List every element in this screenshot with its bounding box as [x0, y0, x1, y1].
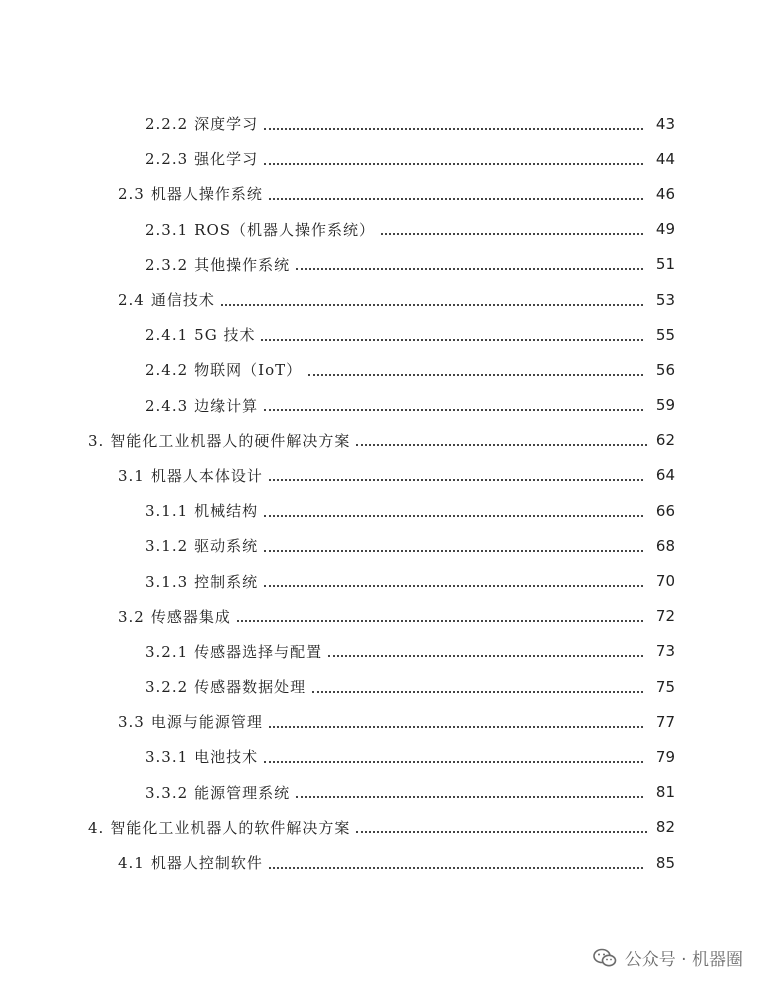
toc-entry-text: 传感器数据处理: [194, 678, 307, 697]
table-of-contents: [0, 106, 765, 880]
toc-entry-number: 2.2.2: [145, 115, 189, 134]
toc-entry-title: [88, 430, 350, 451]
toc-entry: [0, 739, 765, 774]
toc-leader-dots: [269, 198, 643, 200]
watermark-text: 公众号 · 机器圈: [624, 950, 743, 970]
toc-entry-number: 3.1.3: [145, 572, 189, 591]
toc-leader-dots: [261, 339, 643, 341]
toc-entry-title: [88, 817, 350, 838]
toc-entry-text: 智能化工业机器人的硬件解决方案: [110, 431, 351, 450]
toc-leader-dots: [356, 831, 647, 833]
toc-leader-dots: [264, 585, 643, 587]
toc-page-number: 43: [655, 114, 675, 133]
wechat-icon: [593, 948, 617, 968]
toc-entry: [0, 388, 765, 423]
toc-entry-text: 机器人控制软件: [150, 854, 263, 873]
toc-page-number: 68: [655, 536, 675, 555]
toc-leader-dots: [269, 867, 643, 869]
toc-entry: [0, 458, 765, 493]
toc-entry-title: [118, 606, 231, 627]
toc-entry: [0, 176, 765, 211]
toc-entry: [0, 423, 765, 458]
watermark: [593, 945, 743, 970]
toc-entry-text: 机器人操作系统: [150, 185, 263, 204]
toc-leader-dots: [356, 444, 647, 446]
toc-entry-number: 2.3.1: [145, 220, 189, 239]
toc-entry-text: 强化学习: [194, 150, 259, 169]
toc-entry-number: 3.3.1: [145, 748, 189, 767]
toc-leader-dots: [269, 726, 643, 728]
toc-entry-text: 控制系统: [194, 572, 259, 591]
toc-entry-title: [145, 782, 290, 803]
toc-entry: [0, 775, 765, 810]
toc-entry-number: 3.3: [118, 713, 145, 732]
toc-page-number: 79: [655, 747, 675, 766]
toc-entry-text: 机械结构: [194, 502, 259, 521]
toc-leader-dots: [264, 409, 643, 411]
toc-entry-text: 电源与能源管理: [150, 713, 263, 732]
toc-entry-number: 3.2.2: [145, 678, 189, 697]
toc-entry: [0, 528, 765, 563]
toc-entry-title: [145, 148, 258, 169]
toc-page-number: 53: [655, 290, 675, 309]
toc-page-number: 82: [655, 818, 675, 837]
toc-entry-title: [145, 113, 258, 134]
toc-entry-title: [145, 641, 322, 662]
toc-entry-text: 其他操作系统: [194, 255, 291, 274]
toc-entry-title: [118, 852, 263, 873]
toc-entry-text: 智能化工业机器人的软件解决方案: [110, 818, 351, 837]
toc-entry-number: 4.: [88, 818, 105, 837]
toc-leader-dots: [221, 304, 643, 306]
toc-entry-text: 物联网（IoT）: [194, 361, 303, 380]
toc-entry-title: [118, 289, 215, 310]
toc-entry-title: [118, 711, 263, 732]
toc-entry-text: 机器人本体设计: [150, 466, 263, 485]
toc-entry-title: [145, 571, 258, 592]
toc-page-number: 59: [655, 396, 675, 415]
toc-entry-number: 2.2.3: [145, 150, 189, 169]
toc-entry: [0, 106, 765, 141]
toc-leader-dots: [308, 374, 643, 376]
toc-leader-dots: [264, 128, 643, 130]
toc-leader-dots: [237, 620, 643, 622]
toc-page-number: 51: [655, 255, 675, 274]
toc-entry: [0, 493, 765, 528]
toc-entry-number: 2.4.2: [145, 361, 189, 380]
toc-entry: [0, 212, 765, 247]
toc-entry-number: 2.4: [118, 291, 145, 310]
toc-entry-text: 深度学习: [194, 115, 259, 134]
toc-entry-number: 2.4.3: [145, 396, 189, 415]
toc-entry-text: 能源管理系统: [194, 783, 291, 802]
toc-entry: [0, 669, 765, 704]
toc-leader-dots: [328, 655, 643, 657]
toc-entry-number: 2.3: [118, 185, 145, 204]
toc-page-number: 56: [655, 360, 675, 379]
toc-entry-title: [118, 465, 263, 486]
toc-entry: [0, 317, 765, 352]
toc-page-number: 44: [655, 149, 675, 168]
toc-entry-number: 2.4.1: [145, 326, 189, 345]
toc-page-number: 46: [655, 184, 675, 203]
toc-entry-text: ROS（机器人操作系统）: [194, 220, 376, 239]
toc-entry-title: [145, 535, 258, 556]
toc-entry: [0, 352, 765, 387]
toc-entry-number: 3.2.1: [145, 642, 189, 661]
toc-leader-dots: [381, 233, 643, 235]
toc-page-number: 85: [655, 853, 675, 872]
toc-entry-number: 3.: [88, 431, 105, 450]
toc-entry-number: 3.1.2: [145, 537, 189, 556]
toc-entry-text: 电池技术: [194, 748, 259, 767]
toc-entry-title: [145, 219, 375, 240]
toc-leader-dots: [312, 691, 643, 693]
toc-page-number: 66: [655, 501, 675, 520]
toc-entry-number: 3.2: [118, 607, 145, 626]
toc-page-number: 49: [655, 220, 675, 239]
toc-entry-number: 3.3.2: [145, 783, 189, 802]
toc-entry-text: 通信技术: [150, 291, 215, 310]
toc-entry: [0, 634, 765, 669]
toc-entry-number: 3.1.1: [145, 502, 189, 521]
toc-page-number: 55: [655, 325, 675, 344]
toc-leader-dots: [264, 761, 643, 763]
toc-page-number: 73: [655, 642, 675, 661]
toc-entry-title: [145, 500, 258, 521]
toc-page-number: 81: [655, 783, 675, 802]
toc-page-number: 72: [655, 607, 675, 626]
toc-entry: [0, 845, 765, 880]
toc-leader-dots: [264, 163, 643, 165]
toc-page-number: 75: [655, 677, 675, 696]
toc-entry: [0, 599, 765, 634]
toc-page-number: 70: [655, 572, 675, 591]
toc-entry: [0, 282, 765, 317]
toc-entry-title: [145, 395, 258, 416]
toc-entry: [0, 704, 765, 739]
toc-page-number: 62: [655, 431, 675, 450]
toc-leader-dots: [269, 479, 643, 481]
toc-entry: [0, 563, 765, 598]
toc-entry-text: 5G 技术: [194, 326, 256, 345]
toc-entry-number: 4.1: [118, 854, 145, 873]
toc-entry-text: 驱动系统: [194, 537, 259, 556]
toc-entry-text: 传感器选择与配置: [194, 642, 323, 661]
toc-entry-text: 传感器集成: [150, 607, 231, 626]
toc-leader-dots: [296, 268, 643, 270]
toc-leader-dots: [264, 515, 643, 517]
toc-entry: [0, 141, 765, 176]
toc-page-number: 64: [655, 466, 675, 485]
toc-entry: [0, 810, 765, 845]
toc-entry-title: [145, 746, 258, 767]
toc-entry: [0, 247, 765, 282]
toc-entry-title: [118, 183, 263, 204]
toc-entry-title: [145, 676, 306, 697]
toc-leader-dots: [296, 796, 643, 798]
toc-entry-title: [145, 254, 290, 275]
toc-leader-dots: [264, 550, 643, 552]
toc-entry-title: [145, 324, 255, 345]
toc-entry-title: [145, 359, 302, 380]
toc-entry-number: 3.1: [118, 466, 145, 485]
toc-entry-number: 2.3.2: [145, 255, 189, 274]
toc-page-number: 77: [655, 712, 675, 731]
toc-entry-text: 边缘计算: [194, 396, 259, 415]
